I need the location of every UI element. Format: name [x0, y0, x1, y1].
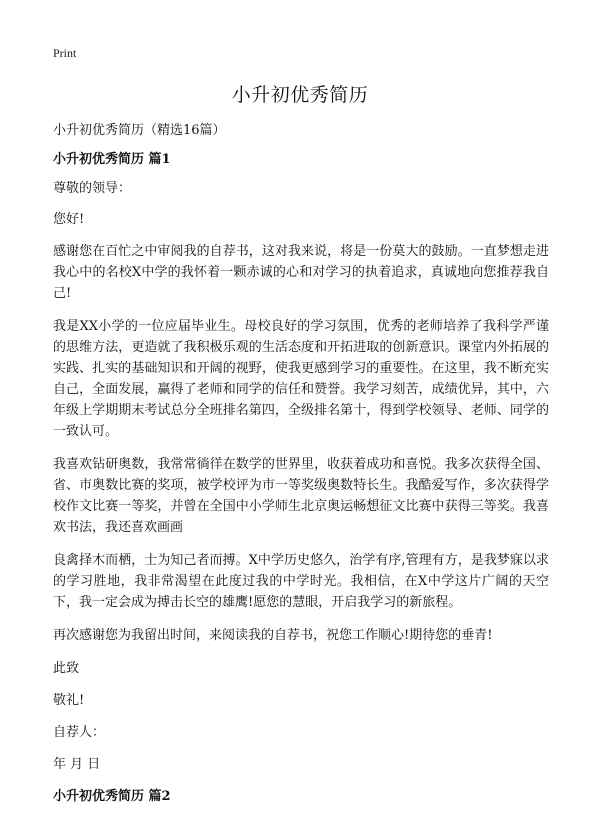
- date-line: 年 月 日: [53, 757, 101, 772]
- body-paragraph: 良禽择木而栖，士为知己者而搏。X中学历史悠久，治学有序,管理有方，是我梦寐以求的学习胜地，我非常渴望在此度过我的中学时光。我相信，在X中学这片广阔的天空下，我一定会成为搏击长空的雄鹰!愿您的慧眼，开启我学习的新旅程。: [53, 553, 549, 610]
- salutation: 尊敬的领导：: [53, 181, 132, 196]
- body-paragraph: 再次感谢您为我留出时间，来阅读我的自荐书，祝您工作顺心!期待您的垂青!: [53, 628, 493, 643]
- section-heading-2: 小升初优秀简历 篇2: [53, 789, 171, 804]
- section-heading-1: 小升初优秀简历 篇1: [53, 152, 171, 167]
- body-paragraph: 我喜欢钻研奥数，我常常徜徉在数学的世界里，收获着成功和喜悦。我多次获得全国、省、市奥数比赛的奖项，被学校评为市一等奖级奥数特长生。我酷爱写作，多次获得学校作文比赛一等奖，并曾在全国中小学师生北京奥运畅想征文比赛中获得三等奖。我喜欢书法，我还喜欢画画: [53, 457, 549, 535]
- page-title: 小升初优秀简历: [231, 84, 369, 106]
- closing-line: 此致: [53, 661, 80, 676]
- document-body: [53, 120, 549, 815]
- document-subtitle: 小升初优秀简历（精选16篇）: [53, 123, 226, 138]
- body-paragraph: 感谢您在百忙之中审阅我的自荐书，这对我来说，将是一份莫大的鼓励。一直梦想走进我心中的名校X中学的我怀着一颗赤诚的心和对学习的执着追求，真诚地向您推荐我自己!: [53, 244, 549, 301]
- signature-line: 自荐人：: [53, 725, 106, 740]
- closing-line: 敬礼!: [53, 693, 85, 708]
- body-paragraph: 我是XX小学的一位应届毕业生。母校良好的学习氛围，优秀的老师培养了我科学严谨的思维方法，更造就了我积极乐观的生活态度和开拓进取的创新意识。课堂内外拓展的实践、扎实的基础知识和开阔的视野，使我更感到学习的重要性。在这里，我不断充实自己，全面发展，赢得了老师和同学的信任和赞誉。我学习刻苦，成绩优异，其中，六年级上学期期末考试总分全班排名第四，全级排名第十，得到学校领导、老师、同学的一致认可。: [53, 319, 549, 439]
- greeting: 您好!: [53, 212, 85, 227]
- print-link[interactable]: Print: [53, 46, 77, 60]
